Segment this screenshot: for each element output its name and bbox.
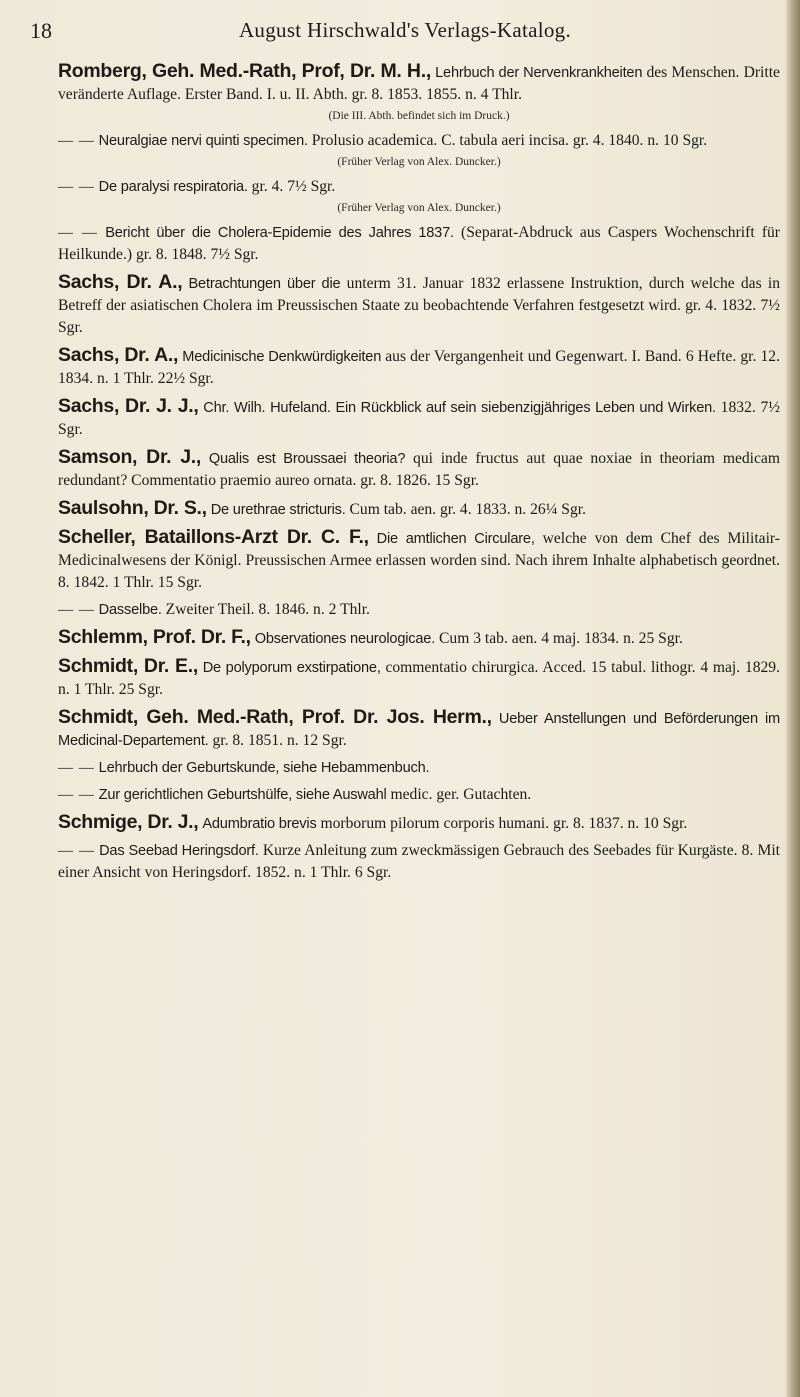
entry-title: De polyporum exstirpatione,	[202, 660, 381, 676]
entry-text: welche von dem Chef des Militair-Medicinalwesens der Königl. Preussischen Armee erlassen worden sind. Nach ihrem Inhalte alphabetisch geordnet. 8. 1842. 1 Thlr. 15 Sgr.	[58, 530, 780, 591]
page-header	[30, 18, 780, 48]
entry-author: Saulsohn, Dr. S.,	[58, 497, 207, 519]
entry-note: (Früher Verlag von Alex. Duncker.)	[337, 156, 501, 168]
entry-text: (Separat-Abdruck aus Caspers Wochenschrift für Heilkunde.) gr. 8. 1848. 7½ Sgr.	[58, 224, 781, 263]
entry-title: Zur gerichtlichen Geburtshülfe, siehe Auswahl	[98, 787, 387, 803]
page-number: 18	[30, 18, 52, 43]
entry-title: Ueber Anstellungen und Beförderungen im Medicinal-Departement.	[58, 711, 780, 749]
entry-author: Sachs, Dr. A.,	[58, 271, 183, 293]
catalog-entry	[58, 840, 780, 884]
entry-text: commentatio chirurgica. Acced. 15 tabul. lithogr. 4 maj. 1829. n. 1 Thlr. 25 Sgr.	[58, 659, 780, 698]
entry-title: De urethrae stricturis.	[210, 502, 346, 518]
entry-author: Scheller, Bataillons-Arzt Dr. C. F.,	[58, 526, 369, 548]
entry-title: Chr. Wilh. Hufeland. Ein Rückblick auf sein siebenzigjähriges Leben und Wirken.	[203, 400, 716, 416]
catalog-entry	[58, 222, 780, 266]
entry-title: De paralysi respiratoria.	[98, 179, 248, 195]
catalog-entry	[58, 130, 780, 171]
catalog-entry	[58, 497, 780, 521]
entry-text: aus der Vergangenheit und Gegenwart. I. Band. 6 Hefte. gr. 12. 1834. n. 1 Thlr. 22½ Sgr.	[58, 348, 781, 387]
entry-author: Romberg, Geh. Med.-Rath, Prof, Dr. M. H.,	[58, 60, 431, 82]
entry-text: Prolusio academica. C. tabula aeri incisa. gr. 4. 1840. n. 10 Sgr.	[311, 132, 708, 149]
entry-text: Cum 3 tab. aen. 4 maj. 1834. n. 25 Sgr.	[439, 630, 683, 647]
page-edge	[786, 0, 800, 1397]
entry-title: Dasselbe.	[98, 602, 162, 618]
running-title: August Hirschwald's Verlags-Katalog.	[238, 18, 572, 42]
catalog-entry	[58, 655, 780, 701]
entry-text: Kurze Anleitung zum zweckmässigen Gebrauch des Seebades für Kurgäste. 8. Mit einer Ansicht von Heringsdorf. 1852. n. 1 Thlr. 6 Sgr.	[58, 842, 780, 881]
catalog-entry	[58, 526, 780, 594]
catalog-entry	[58, 599, 780, 621]
ditto-dash: — —	[58, 760, 95, 776]
entry-title: Lehrbuch der Nervenkrankheiten	[435, 65, 643, 81]
entry-title: Medicinische Denkwürdigkeiten	[182, 349, 382, 365]
entry-author: Schmidt, Geh. Med.-Rath, Prof. Dr. Jos. Herm.,	[58, 706, 492, 728]
entry-title: Bericht über die Cholera-Epidemie des Jahres 1837.	[105, 225, 454, 241]
entry-note: (Früher Verlag von Alex. Duncker.)	[337, 202, 501, 214]
catalog-entry	[58, 395, 780, 441]
entry-title: Betrachtungen über die	[188, 276, 341, 292]
entry-author: Schmige, Dr. J.,	[58, 811, 199, 833]
ditto-dash: — —	[58, 225, 99, 241]
catalog-entry	[58, 626, 780, 650]
ditto-dash: — —	[58, 133, 95, 149]
entry-author: Sachs, Dr. J. J.,	[58, 395, 199, 417]
entry-text: gr. 8. 1851. n. 12 Sgr.	[212, 732, 347, 749]
catalog-entry	[58, 176, 780, 217]
catalog-entry	[58, 271, 780, 339]
entry-text: Cum tab. aen. gr. 4. 1833. n. 26¼ Sgr.	[349, 501, 586, 518]
catalog-entries	[58, 60, 780, 889]
entry-title: Adumbratio brevis	[202, 816, 317, 832]
entry-author: Samson, Dr. J.,	[58, 446, 202, 468]
entry-title: Das Seebad Heringsdorf.	[99, 843, 259, 859]
entry-author: Sachs, Dr. A.,	[58, 344, 179, 366]
ditto-dash: — —	[58, 179, 95, 195]
entry-text: Zweiter Theil. 8. 1846. n. 2 Thlr.	[165, 601, 370, 618]
entry-text: medic. ger. Gutachten.	[390, 786, 532, 803]
entry-text: unterm 31. Januar 1832 erlassene Instruktion, durch welche das in Betreff der asiatischen Cholera im Preussischen Staate zu beobachtende Verfahren festgesetzt wird. gr. 4. 1832. 7½ Sgr.	[58, 275, 780, 336]
entry-text: 1832. 7½ Sgr.	[58, 399, 780, 438]
entry-text: gr. 4. 7½ Sgr.	[251, 178, 336, 195]
entry-author: Schmidt, Dr. E.,	[58, 655, 198, 677]
entry-note: (Die III. Abth. befindet sich im Druck.)	[328, 110, 510, 122]
entry-title: Neuralgiae nervi quinti specimen.	[98, 133, 308, 149]
catalog-entry	[58, 344, 780, 390]
ditto-dash: — —	[58, 787, 95, 803]
entry-text: des Menschen. Dritte veränderte Auflage. Erster Band. I. u. II. Abth. gr. 8. 1853. 1855. n. 4 Thlr.	[58, 64, 780, 103]
ditto-dash: — —	[58, 843, 95, 859]
catalog-entry	[58, 784, 780, 806]
ditto-dash: — —	[58, 602, 95, 618]
entry-author: Schlemm, Prof. Dr. F.,	[58, 626, 251, 648]
entry-title: Die amtlichen Circulare,	[376, 531, 535, 547]
entry-title: Observationes neurologicae.	[254, 631, 436, 647]
catalog-entry	[58, 446, 780, 492]
entry-title: Lehrbuch der Geburtskunde, siehe Hebammenbuch.	[98, 760, 430, 776]
entry-text: qui inde fructus aut quae noxiae in theoriam medicam redundant? Commentatio praemio aureo ornata. gr. 8. 1826. 15 Sgr.	[58, 450, 780, 489]
catalog-entry	[58, 811, 780, 835]
catalog-entry	[58, 706, 780, 752]
entry-title: Qualis est Broussaei theoria?	[208, 451, 406, 467]
catalog-entry	[58, 757, 780, 779]
catalog-entry	[58, 60, 780, 125]
entry-text: morborum pilorum corporis humani. gr. 8. 1837. n. 10 Sgr.	[320, 815, 688, 832]
